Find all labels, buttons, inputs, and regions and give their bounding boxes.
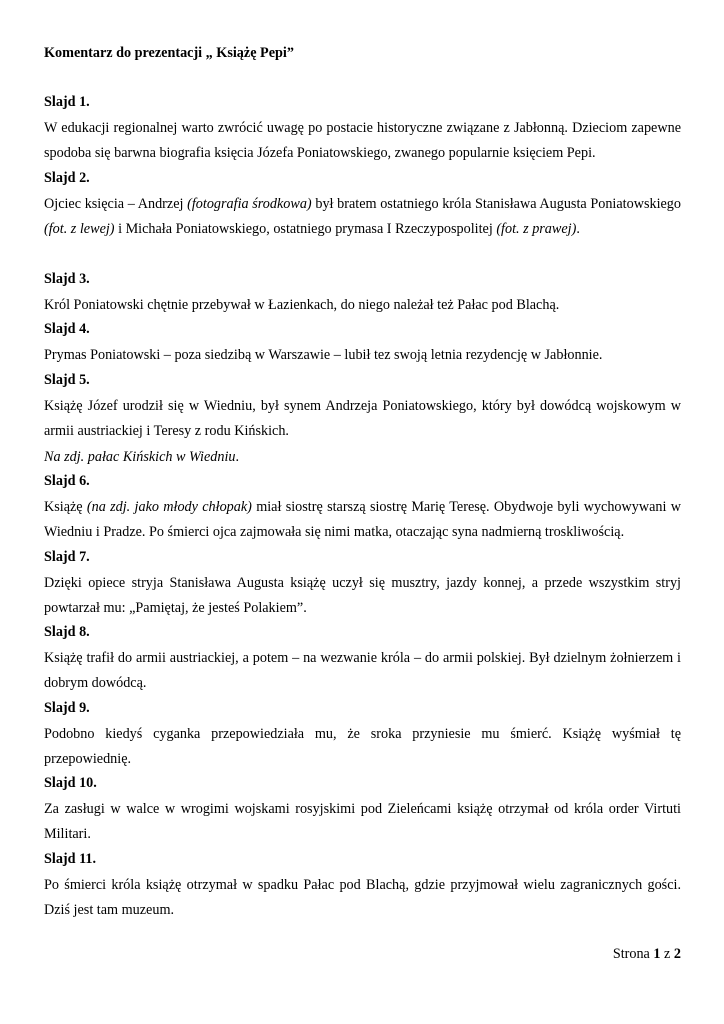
slide-text: [44, 873, 681, 924]
slide-text: [44, 646, 681, 697]
total-pages-number: 2: [673, 946, 681, 962]
slide-text: [44, 495, 681, 546]
text-segment: Za zasługi w walce w wrogimi wojskami rosyjskimi pod Zieleńcami książę otrzymał od króla order Virtuti Militari.: [44, 800, 681, 842]
text-segment-italic: (fot. z lewej): [44, 221, 115, 237]
text-segment: .: [235, 448, 240, 465]
text-segment: Książę: [44, 498, 87, 515]
slide-heading: Slajd 8.: [44, 624, 90, 640]
slide-heading: Slajd 1.: [44, 94, 90, 110]
slide-text: [44, 571, 681, 622]
page-number-footer: [613, 944, 681, 964]
slide-heading: Slajd 5.: [44, 372, 90, 388]
slide-section: [44, 90, 681, 167]
page-separator: z: [664, 946, 671, 962]
text-segment: był bratem ostatniego króla Stanisława Augusta Poniatowskiego: [311, 195, 681, 212]
document-title: Komentarz do prezentacji „ Książę Pepi”: [44, 45, 294, 61]
text-segment: Ojciec księcia – Andrzej: [44, 195, 188, 212]
slide-section: [44, 166, 681, 243]
text-segment: Książę trafił do armii austriackiej, a potem – na wezwanie króla – do armii polskiej. Był dzielnym żołnierzem i dobrym dowódcą.: [44, 649, 681, 691]
slide-section: [44, 469, 681, 546]
slide-text: [44, 394, 681, 471]
text-segment-italic: (fotografia środkowa): [187, 195, 312, 212]
slide-section: [44, 771, 681, 848]
slide-section: [44, 545, 681, 622]
slide-section: [44, 368, 681, 470]
text-segment: Podobno kiedyś cyganka przepowiedziała mu, że sroka przyniesie mu śmierć. Książę wyśmiał tę przepowiednię.: [44, 725, 681, 767]
slide-heading: Slajd 7.: [44, 549, 90, 565]
text-segment-italic: (na zdj. jako młody chłopak): [86, 498, 252, 515]
page-label: Strona: [612, 946, 650, 962]
text-segment: miał siostrę starszą siostrę Marię Teresę. Obydwoje byli wychowywani w Wiedniu i Pradze. Po śmierci ojca zajmowała się nimi matka, otaczając syna nadmierną troskliwością.: [44, 498, 681, 540]
slide-heading: Slajd 3.: [44, 271, 90, 287]
photo-caption: Na zdj. pałac Kińskich w Wiedniu: [44, 448, 236, 465]
text-segment: i Michała Poniatowskiego, ostatniego prymasa I Rzeczypospolitej: [114, 221, 497, 237]
text-segment: Prymas Poniatowski – poza siedzibą w Warszawie – lubił tez swoją letnia rezydencję w Jabłonnie.: [44, 346, 603, 363]
slide-text: [44, 343, 681, 369]
text-segment: .: [576, 221, 580, 237]
slide-section: [44, 696, 681, 773]
slide-section: [44, 620, 681, 697]
slide-heading: Slajd 10.: [44, 775, 97, 791]
slide-section: [44, 317, 681, 368]
slide-heading: Slajd 11.: [44, 851, 97, 867]
current-page-number: 1: [653, 946, 661, 962]
text-segment: Król Poniatowski chętnie przebywał w Łazienkach, do niego należał też Pałac pod Blachą.: [44, 296, 560, 313]
text-segment: W edukacji regionalnej warto zwrócić uwagę po postacie historyczne związane z Jabłonną. Dzieciom zapewne spodoba się barwna biografia księcia Józefa Poniatowskiego, zwanego popularnie księciem Pepi.: [44, 119, 681, 161]
text-segment: Dzięki opiece stryja Stanisława Augusta książę uczył się musztry, jazdy konnej, a przede wszystkim stryj powtarzał mu: „Pamiętaj, że jesteś Polakiem”.: [44, 574, 681, 616]
slide-heading: Slajd 2.: [44, 170, 90, 186]
slide-heading: Slajd 9.: [44, 700, 90, 716]
slide-text: [44, 116, 681, 167]
text-segment: Po śmierci króla książę otrzymał w spadku Pałac pod Blachą, gdzie przyjmował wielu zagranicznych gości. Dziś jest tam muzeum.: [44, 876, 681, 918]
slide-text: [44, 797, 681, 848]
slide-heading: Slajd 6.: [44, 473, 90, 489]
text-segment-italic: (fot. z prawej): [496, 221, 577, 237]
slide-section: [44, 267, 681, 318]
slide-section: [44, 847, 681, 924]
text-segment: Książę Józef urodził się w Wiedniu, był synem Andrzeja Poniatowskiego, który był dowódcą wojskowym w armii austriackiej i Teresy z rodu Kińskich.: [44, 397, 681, 439]
slide-text: [44, 192, 681, 243]
slide-text: [44, 293, 681, 319]
slide-text: [44, 722, 681, 773]
slide-heading: Slajd 4.: [44, 321, 90, 337]
